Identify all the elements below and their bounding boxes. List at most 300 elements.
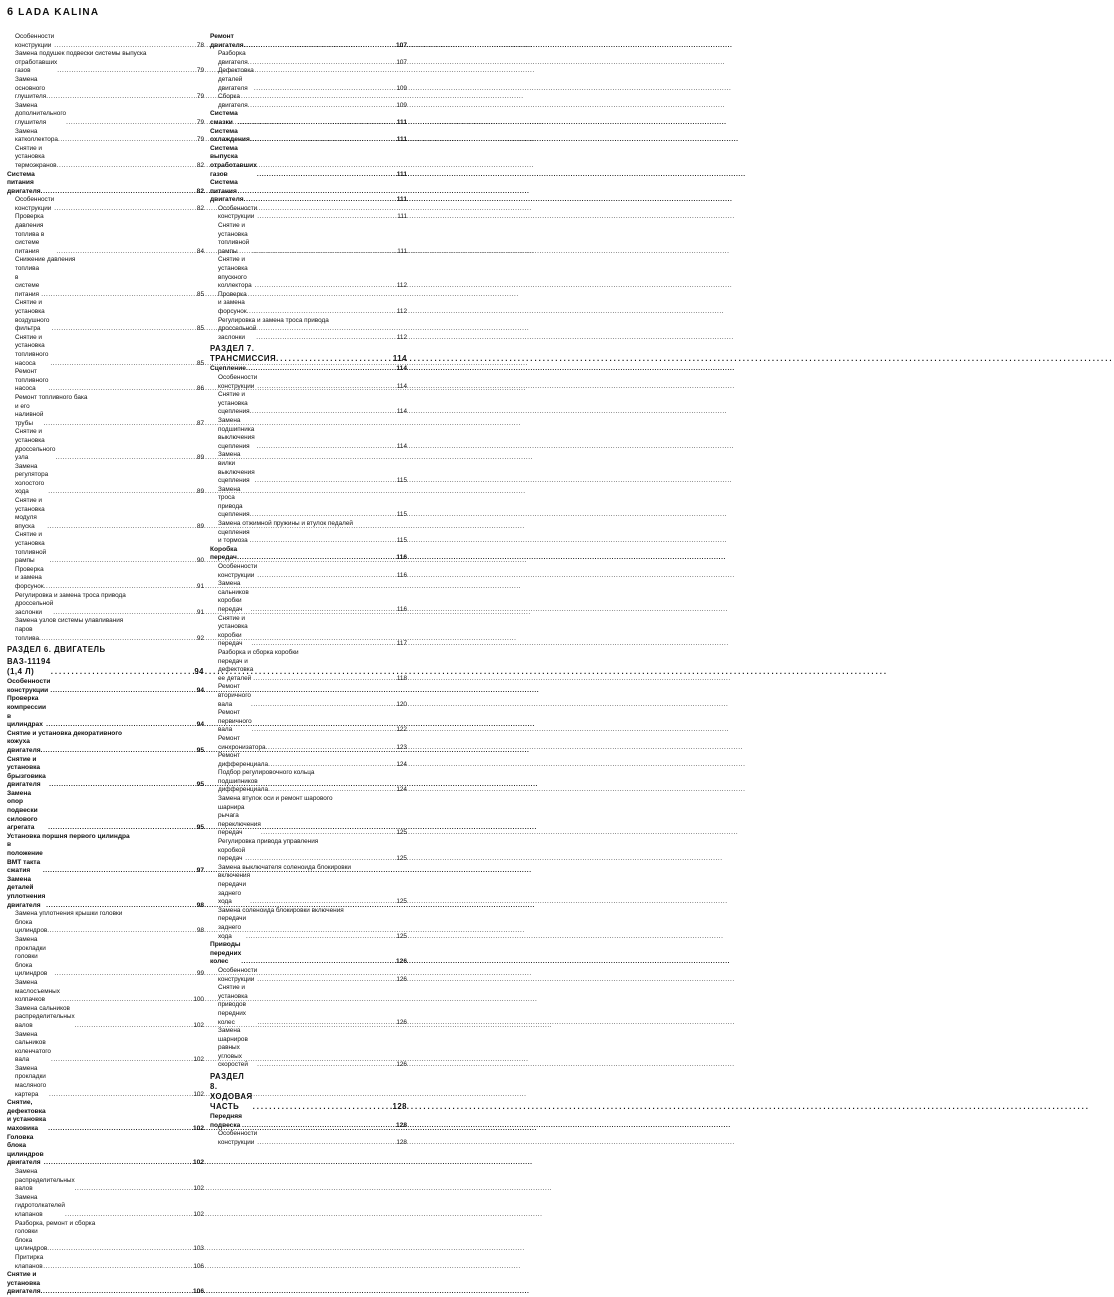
toc-entry bbox=[7, 403, 204, 429]
toc-dot-leader bbox=[251, 640, 396, 649]
toc-entry-title: Особенности конструкции bbox=[218, 563, 258, 579]
toc-entry bbox=[210, 374, 407, 391]
toc-entry bbox=[210, 709, 407, 735]
toc-chapter-entry bbox=[7, 841, 204, 875]
toc-page-number: 109 bbox=[396, 101, 407, 109]
toc-entry bbox=[7, 919, 204, 936]
toc-entry-title: Замена сальников распределительных валов bbox=[15, 1004, 75, 1029]
toc-page-number: 85 bbox=[196, 290, 204, 298]
toc-dot-leader bbox=[50, 557, 196, 566]
toc-entry-title: Замена троса привода сцепления bbox=[218, 485, 250, 519]
toc-entry-title: Замена гидротолкателей клапанов bbox=[15, 1193, 65, 1218]
toc-entry bbox=[210, 1027, 407, 1070]
toc-dot-leader bbox=[51, 1056, 192, 1065]
toc-dot-leader bbox=[253, 1102, 392, 1112]
toc-entry-title: Ремонт двигателя bbox=[210, 33, 244, 49]
book-title: LADA KALINA bbox=[18, 7, 100, 18]
toc-entry-title: Ремонт вторичного вала bbox=[218, 683, 251, 708]
toc-dot-leader bbox=[261, 829, 396, 838]
toc-entry-title: и его наливной трубы bbox=[15, 402, 44, 427]
toc-page-number: 128 bbox=[395, 1121, 407, 1129]
toc-page-number: 107 bbox=[396, 58, 407, 66]
toc-entry-title: Система питания двигателя bbox=[210, 179, 244, 204]
toc-entry bbox=[210, 529, 407, 546]
toc-page-number: 126 bbox=[396, 975, 407, 983]
toc-entry bbox=[7, 566, 204, 592]
toc-dot-leader bbox=[57, 162, 196, 171]
toc-entry-title: включения передачи заднего хода bbox=[218, 872, 251, 906]
toc-entry bbox=[210, 291, 407, 317]
toc-dot-leader bbox=[257, 171, 396, 180]
toc-page-number: 128 bbox=[396, 1138, 407, 1146]
toc-entry-title: Проверка и замена форсунок bbox=[218, 290, 247, 315]
toc-entry-title: в положение ВМТ такта сжатия bbox=[7, 841, 43, 875]
toc-dot-leader bbox=[47, 1245, 192, 1254]
toc-entry bbox=[7, 1168, 204, 1194]
toc-dot-leader bbox=[256, 334, 396, 343]
toc-dot-leader bbox=[66, 119, 196, 128]
toc-dot-leader bbox=[257, 1061, 395, 1070]
toc-dot-leader bbox=[54, 42, 196, 51]
toc-right-column bbox=[210, 33, 407, 1147]
toc-entry bbox=[7, 59, 204, 76]
toc-entry-title: Снятие и установка брызговика двигателя bbox=[7, 755, 46, 789]
toc-entry-title: Замена дополнительного глушителя bbox=[15, 101, 67, 126]
toc-left-column bbox=[7, 33, 204, 1297]
toc-entry-title: Разборка двигателя bbox=[218, 50, 248, 66]
toc-entry-title: Снятие и установка модуля впуска bbox=[15, 497, 45, 530]
toc-entry-title: Особенности конструкции bbox=[218, 373, 258, 390]
toc-dot-leader bbox=[247, 308, 396, 317]
toc-page-number: 102 bbox=[192, 1159, 204, 1167]
toc-dot-leader bbox=[54, 970, 196, 979]
toc-entry-title: блока цилиндров bbox=[15, 918, 48, 935]
toc-page-number: 91 bbox=[196, 583, 204, 590]
toc-page-number: 102 bbox=[193, 1021, 204, 1029]
toc-entry-title: Снятие и установка сцепления bbox=[218, 391, 250, 416]
toc-page-number: 95 bbox=[196, 824, 204, 832]
toc-entry bbox=[210, 795, 407, 804]
toc-entry-title: шарнира рычага переключения передач bbox=[218, 803, 261, 837]
toc-entry-title: Замена опор подвески силового агрегата bbox=[7, 789, 38, 832]
toc-entry-title: Замена втулок оси и ремонт шарового bbox=[218, 795, 333, 803]
toc-dot-leader bbox=[257, 383, 396, 392]
toc-entry-title: Ремонт топливного насоса bbox=[15, 368, 49, 393]
toc-dot-leader bbox=[246, 365, 395, 374]
toc-chapter-entry bbox=[7, 1271, 204, 1297]
toc-dot-leader bbox=[248, 102, 396, 111]
toc-entry-title: Разборка и сборка коробки bbox=[218, 648, 299, 656]
toc-dot-leader bbox=[51, 667, 194, 677]
toc-entry-title: Снятие и установка приводов передних колес bbox=[218, 984, 248, 1026]
toc-dot-leader bbox=[60, 996, 192, 1005]
toc-entry-title: Особенности конструкции bbox=[218, 1130, 258, 1146]
toc-entry bbox=[7, 463, 204, 497]
toc-entry-title: Коробка передач bbox=[210, 545, 238, 562]
toc-chapter-entry bbox=[7, 730, 204, 739]
toc-chapter-entry bbox=[210, 128, 407, 145]
toc-page-number: 79 bbox=[196, 118, 204, 126]
toc-entry bbox=[210, 872, 407, 906]
toc-entry bbox=[210, 907, 407, 916]
toc-entry bbox=[210, 838, 407, 847]
toc-dot-leader bbox=[238, 119, 396, 128]
toc-page-number: 117 bbox=[396, 640, 407, 648]
toc-dot-leader bbox=[253, 675, 396, 684]
toc-dot-leader bbox=[57, 67, 196, 76]
toc-entry bbox=[7, 394, 204, 403]
toc-page-number: 84 bbox=[196, 247, 204, 255]
toc-entry-title: Замена уплотнения крышки головки bbox=[15, 910, 123, 918]
toc-entry-title: сцепления и тормоза bbox=[218, 528, 250, 545]
toc-page-number: 125 bbox=[396, 829, 407, 837]
toc-entry-title: топлива в системе питания bbox=[15, 265, 40, 298]
toc-dot-leader bbox=[250, 898, 395, 907]
toc-dot-leader bbox=[44, 1159, 192, 1168]
toc-entry bbox=[210, 658, 407, 684]
toc-page-number: 102 bbox=[193, 1185, 204, 1193]
toc-page-number: 125 bbox=[396, 932, 407, 940]
toc-entry-title: Особенности конструкции bbox=[15, 196, 55, 212]
toc-dot-leader bbox=[47, 927, 196, 936]
toc-dot-leader bbox=[41, 747, 196, 756]
toc-page-number: 79 bbox=[196, 136, 204, 144]
toc-chapter-entry bbox=[7, 678, 204, 695]
toc-page-number: 89 bbox=[196, 454, 204, 462]
toc-entry bbox=[210, 984, 407, 1027]
toc-dot-leader bbox=[52, 325, 196, 334]
toc-entry-title: Регулировка и замена троса привода bbox=[15, 591, 126, 599]
toc-entry-title: Подбор регулировочного кольца bbox=[218, 769, 315, 777]
toc-entry bbox=[210, 615, 407, 649]
toc-page-number: 114 bbox=[396, 408, 407, 416]
toc-entry bbox=[7, 76, 204, 102]
toc-page-number: 112 bbox=[396, 282, 407, 290]
toc-entry bbox=[210, 317, 407, 326]
toc-page-number: 94 bbox=[196, 686, 204, 694]
toc-entry bbox=[210, 563, 407, 580]
toc-page-number: 102 bbox=[193, 1210, 204, 1218]
toc-entry-title: Особенности конструкции bbox=[7, 678, 51, 694]
toc-page-number: 85 bbox=[196, 325, 204, 333]
toc-chapter-entry bbox=[7, 738, 204, 755]
toc-entry-title: головки блока цилиндров bbox=[15, 1228, 48, 1253]
toc-page-number: 89 bbox=[196, 522, 204, 530]
toc-entry bbox=[210, 752, 407, 769]
toc-entry-title: Сборка двигателя bbox=[218, 93, 248, 109]
toc-page-number: 82 bbox=[196, 187, 204, 195]
toc-dot-leader bbox=[41, 291, 196, 300]
toc-entry bbox=[7, 1031, 204, 1065]
toc-dot-leader bbox=[276, 354, 392, 364]
toc-dot-leader bbox=[248, 59, 396, 68]
toc-page-number: 128 bbox=[392, 1102, 407, 1112]
toc-entry-title: Проверка давления топлива в системе питания bbox=[15, 213, 45, 255]
toc-chapter-entry bbox=[7, 695, 204, 729]
toc-page-number: 79 bbox=[196, 93, 204, 101]
toc-entry bbox=[7, 428, 204, 462]
toc-page-number: 111 bbox=[396, 118, 407, 126]
toc-entry-title: Снятие и установка термоэкранов bbox=[15, 144, 57, 169]
toc-page-number: 125 bbox=[396, 898, 407, 906]
toc-entry-title: Особенности конструкции bbox=[15, 33, 55, 49]
toc-entry-title: Замена выключателя соленоида блокировки bbox=[218, 863, 352, 871]
toc-chapter-entry bbox=[7, 1099, 204, 1133]
toc-page-number: 115 bbox=[396, 477, 407, 485]
toc-entry-title: Система питания двигателя bbox=[7, 170, 41, 195]
toc-page-number: 112 bbox=[396, 333, 407, 341]
toc-page-number: 126 bbox=[396, 1018, 407, 1026]
toc-entry bbox=[210, 325, 407, 342]
toc-section-heading bbox=[210, 1072, 407, 1112]
toc-page-number: 102 bbox=[193, 1056, 204, 1064]
toc-page-number: 114 bbox=[396, 442, 407, 450]
toc-section-heading bbox=[7, 657, 204, 677]
toc-dot-leader bbox=[41, 1288, 192, 1297]
toc-entry-title: дроссельной заслонки bbox=[15, 600, 54, 616]
toc-entry bbox=[7, 196, 204, 213]
toc-dot-leader bbox=[56, 248, 196, 257]
toc-page-number: 79 bbox=[196, 67, 204, 75]
toc-chapter-entry bbox=[7, 790, 204, 833]
toc-entry bbox=[210, 67, 407, 93]
toc-entry bbox=[7, 626, 204, 643]
toc-entry bbox=[7, 592, 204, 601]
toc-entry bbox=[7, 1254, 204, 1271]
page-number: 6 bbox=[7, 6, 14, 18]
toc-page-number: 122 bbox=[396, 726, 407, 734]
toc-entry-title: ВАЗ-11194 (1,4 Л) bbox=[7, 657, 51, 677]
toc-entry-title: паров топлива bbox=[15, 625, 40, 642]
toc-entry-title: Ремонт первичного вала bbox=[218, 709, 252, 734]
toc-dot-leader bbox=[242, 1122, 395, 1131]
toc-entry-title: РАЗДЕЛ 6. ДВИГАТЕЛЬ bbox=[7, 645, 106, 655]
toc-entry-title: Особенности конструкции bbox=[218, 966, 258, 983]
toc-entry bbox=[7, 213, 204, 256]
toc-entry bbox=[210, 804, 407, 838]
toc-page-number: 107 bbox=[395, 41, 407, 49]
toc-dot-leader bbox=[252, 726, 396, 735]
toc-page-number: 120 bbox=[396, 700, 407, 708]
toc-page-number: 85 bbox=[196, 359, 204, 367]
toc-entry-title: Регулировка и замена троса привода bbox=[218, 316, 329, 324]
toc-chapter-entry bbox=[7, 1134, 204, 1168]
toc-entry-title: Ремонт синхронизатора bbox=[218, 734, 266, 751]
toc-entry bbox=[7, 1065, 204, 1099]
toc-dot-leader bbox=[49, 1091, 192, 1100]
toc-entry-title: Снятие и установка топливной рампы bbox=[15, 531, 47, 565]
toc-entry-title: Замена основного глушителя bbox=[15, 75, 47, 101]
toc-entry bbox=[7, 33, 204, 50]
toc-entry-title: Регулировка привода управления bbox=[218, 838, 319, 846]
toc-entry-title: Замена прокладки масляного картера bbox=[15, 1064, 47, 1098]
toc-section-heading bbox=[210, 344, 407, 364]
toc-page-number: 102 bbox=[192, 1125, 204, 1133]
toc-dot-leader bbox=[257, 1019, 395, 1028]
toc-entry bbox=[7, 50, 204, 59]
toc-page-number: 91 bbox=[196, 608, 204, 616]
toc-dot-leader bbox=[250, 537, 396, 546]
toc-entry-title: Снятие и установка впускного коллектора bbox=[218, 256, 252, 290]
toc-dot-leader bbox=[58, 136, 196, 145]
toc-page-number: 94 bbox=[194, 667, 204, 677]
toc-dot-leader bbox=[39, 635, 196, 644]
toc-entry bbox=[210, 769, 407, 778]
toc-entry-title: Замена вилки выключения сцепления bbox=[218, 451, 255, 485]
toc-chapter-entry bbox=[210, 110, 407, 127]
toc-dot-leader bbox=[50, 687, 195, 696]
toc-entry-title: Система выпуска отработавших газов bbox=[210, 144, 257, 178]
toc-entry-title: Сцепление bbox=[210, 365, 246, 373]
toc-entry-title: подшипников дифференциала bbox=[218, 777, 269, 794]
toc-dot-leader bbox=[43, 867, 196, 876]
toc-entry bbox=[7, 265, 204, 299]
toc-entry-title: Замена прокладки головки блока цилиндров bbox=[15, 935, 48, 978]
toc-entry-title: Приводы передних колес bbox=[210, 941, 242, 966]
toc-entry-title: Снятие и установка дроссельного узла bbox=[15, 428, 56, 462]
toc-page-number: 116 bbox=[396, 554, 407, 562]
toc-entry-title: Притирка клапанов bbox=[15, 1253, 44, 1270]
toc-entry bbox=[210, 205, 407, 222]
toc-dot-leader bbox=[244, 196, 396, 205]
toc-entry bbox=[7, 128, 204, 145]
toc-page-number: 90 bbox=[196, 557, 204, 565]
toc-page-number: 103 bbox=[193, 1245, 204, 1253]
toc-chapter-entry bbox=[210, 546, 407, 563]
toc-entry-title: Проверка компрессии в цилиндрах bbox=[7, 695, 47, 729]
toc-page-number: 126 bbox=[395, 958, 407, 966]
toc-dot-leader bbox=[244, 42, 395, 51]
toc-dot-leader bbox=[53, 609, 196, 618]
toc-entry-title: Замена шарниров равных угловых скоростей bbox=[218, 1027, 248, 1069]
toc-entry bbox=[210, 649, 407, 658]
toc-page-number: 106 bbox=[193, 1262, 204, 1270]
toc-page-number: 125 bbox=[396, 855, 407, 863]
toc-entry-title: Замена регулятора холостого хода bbox=[15, 462, 49, 496]
toc-entry bbox=[210, 915, 407, 941]
toc-dot-leader bbox=[251, 701, 395, 710]
toc-entry bbox=[7, 368, 204, 394]
toc-entry-title: передачи заднего хода bbox=[218, 915, 247, 940]
toc-entry-title: Замена отжимной пружины и втулок педалей bbox=[218, 520, 353, 528]
toc-entry bbox=[7, 910, 204, 919]
toc-dot-leader bbox=[54, 205, 196, 214]
toc-entry-title: Установка поршня первого цилиндра bbox=[7, 832, 130, 840]
toc-page-number: 94 bbox=[196, 721, 204, 729]
toc-dot-leader bbox=[257, 443, 396, 452]
toc-entry-title: Замена сальников коробки передач bbox=[218, 580, 249, 613]
toc-entry bbox=[7, 979, 204, 1005]
toc-dot-leader bbox=[50, 360, 196, 369]
toc-entry-title: Замена сальников коленчатого вала bbox=[15, 1030, 51, 1064]
toc-entry bbox=[7, 531, 204, 565]
toc-chapter-entry bbox=[7, 833, 204, 842]
toc-dot-leader bbox=[245, 855, 395, 864]
toc-page-number: 98 bbox=[196, 927, 204, 935]
toc-chapter-entry bbox=[210, 941, 407, 967]
toc-page-number: 114 bbox=[396, 365, 407, 373]
toc-entry-title: Снижение давления bbox=[15, 256, 76, 264]
toc-dot-leader bbox=[252, 248, 396, 257]
toc-page-number: 123 bbox=[396, 743, 407, 751]
toc-entry-title: Замена узлов системы улавливания bbox=[15, 617, 124, 625]
toc-dot-leader bbox=[266, 744, 396, 753]
toc-entry-title: Особенности конструкции bbox=[218, 204, 258, 221]
toc-dot-leader bbox=[65, 1211, 192, 1220]
toc-entry bbox=[7, 334, 204, 368]
toc-entry bbox=[210, 847, 407, 864]
toc-entry bbox=[7, 1194, 204, 1220]
toc-dot-leader bbox=[75, 1185, 193, 1194]
toc-entry-title: Головка блока цилиндров двигателя bbox=[7, 1133, 44, 1167]
toc-page-number: 111 bbox=[397, 213, 407, 221]
toc-page-number: 102 bbox=[193, 1090, 204, 1098]
toc-dot-leader bbox=[55, 454, 195, 463]
toc-dot-leader bbox=[254, 85, 395, 94]
toc-chapter-entry bbox=[210, 365, 407, 374]
toc-dot-leader bbox=[257, 572, 396, 581]
toc-page-number: 97 bbox=[196, 867, 204, 875]
toc-entry bbox=[210, 864, 407, 873]
toc-entry-title: Ремонт топливного бака bbox=[15, 393, 88, 401]
toc-page-number: 95 bbox=[196, 781, 204, 789]
toc-chapter-entry bbox=[7, 171, 204, 197]
toc-entry-title: Замена деталей уплотнения двигателя bbox=[7, 875, 46, 909]
toc-entry-title: Система охлаждения bbox=[210, 127, 250, 144]
toc-dot-leader bbox=[48, 488, 196, 497]
toc-page-number: 111 bbox=[396, 136, 407, 144]
toc-page-number: 82 bbox=[196, 204, 204, 212]
toc-page-number: 116 bbox=[396, 571, 407, 579]
toc-entry bbox=[210, 778, 407, 795]
toc-dot-leader bbox=[48, 385, 196, 394]
toc-dot-leader bbox=[41, 188, 196, 197]
toc-dot-leader bbox=[250, 606, 395, 615]
toc-entry bbox=[7, 617, 204, 626]
toc-dot-leader bbox=[250, 511, 396, 520]
toc-entry bbox=[210, 580, 407, 614]
toc-dot-leader bbox=[250, 136, 396, 145]
toc-entry bbox=[7, 1228, 204, 1254]
toc-entry-title: Снятие, дефектовка и установка маховика bbox=[7, 1099, 46, 1133]
toc-entry-title: Замена подшипника выключения сцепления bbox=[218, 416, 255, 450]
toc-entry-title: Передняя подвеска bbox=[210, 1113, 242, 1129]
toc-entry-title: РАЗДЕЛ 8. ХОДОВАЯ ЧАСТЬ bbox=[210, 1072, 253, 1112]
toc-entry-title: отработавших газов bbox=[15, 58, 58, 75]
toc-dot-leader bbox=[255, 477, 396, 486]
toc-dot-leader bbox=[46, 902, 196, 911]
toc-page-number: 124 bbox=[396, 760, 407, 768]
toc-entry-title: дроссельной заслонки bbox=[218, 325, 257, 341]
toc-dot-leader bbox=[47, 523, 196, 532]
toc-page-number: 115 bbox=[396, 537, 407, 545]
toc-entry bbox=[7, 1220, 204, 1229]
toc-dot-leader bbox=[46, 721, 196, 730]
toc-page-number: 106 bbox=[192, 1288, 204, 1296]
toc-dot-leader bbox=[48, 1125, 192, 1134]
toc-page-number: 112 bbox=[396, 308, 407, 315]
toc-page-number: 92 bbox=[196, 634, 204, 642]
toc-entry-title: Замена подушек подвески системы выпуска bbox=[15, 50, 147, 58]
toc-page-number: 111 bbox=[396, 196, 407, 204]
toc-page-number: 89 bbox=[196, 488, 204, 496]
toc-page-number: 86 bbox=[196, 385, 204, 393]
toc-entry bbox=[7, 600, 204, 617]
toc-dot-leader bbox=[46, 93, 196, 102]
toc-entry bbox=[7, 102, 204, 128]
toc-entry bbox=[210, 967, 407, 984]
page-header bbox=[7, 6, 99, 20]
